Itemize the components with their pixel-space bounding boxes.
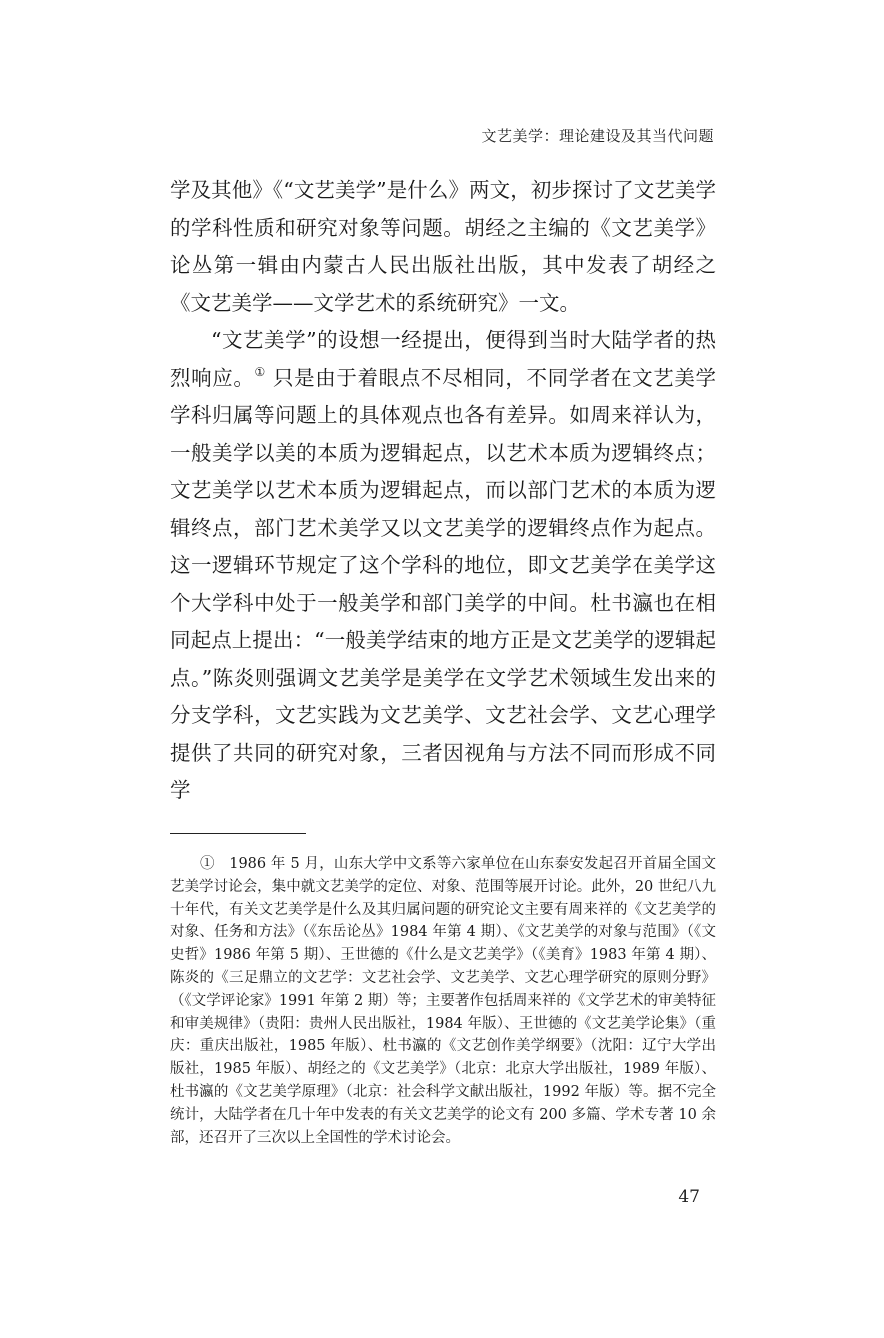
body-text xyxy=(170,172,716,810)
footnote xyxy=(170,853,716,1149)
footnote-divider xyxy=(170,833,306,834)
paragraph-text: “文艺美学”的设想一经提出，便得到当时大陆学者的热烈响应。 xyxy=(170,328,716,390)
footnote-text: 1986 年 5 月，山东大学中文系等六家单位在山东泰安发起召开首届全国文艺美学讨论会，集中就文艺美学的定位、对象、范围等展开讨论。此外，20 世纪八九十年代，有关文艺美学是什么及其归属问题的研究论文主要有周来祥的《文艺美学的对象、任务和方法》（《东岳论丛》1984 年第 4 期）、《文艺美学的对象与范围》（《文史哲》1986 年第 5 期）、王世德的《什么是文艺美学》（《美育》1983 年第 4 期）、陈炎的《三足鼎立的文艺学：文艺社会学、文艺美学、文艺心理学研究的原则分野》（《文学评论家》1991 年第 2 期）等；主要著作包括周来祥的《文学艺术的审美特征和审美规律》（贵阳：贵州人民出版社，1984 年版）、王世德的《文艺美学论集》（重庆：重庆出版社，1985 年版）、杜书瀛的《文艺创作美学纲要》（沈阳：辽宁大学出版社，1985 年版）、胡经之的《文艺美学》（北京：北京大学出版社，1989 年版）、杜书瀛的《文艺美学原理》（北京：社会科学文献出版社，1992 年版）等。据不完全统计，大陆学者在几十年中发表的有关文艺美学的论文有 200 多篇、学术专著 10 余部，还召开了三次以上全国性的学术讨论会。 xyxy=(170,856,717,1146)
footnote-marker: ① xyxy=(200,856,215,872)
paragraph: 学及其他》《“文艺美学”是什么》两文，初步探讨了文艺美学的学科性质和研究对象等问题。胡经之主编的《文艺美学》论丛第一辑由内蒙古人民出版社出版，其中发表了胡经之《文艺美学——文学艺术的系统研究》一文。 xyxy=(170,178,716,315)
paragraph-text: 只是由于着眼点不尽相同，不同学者在文艺美学学科归属等问题上的具体观点也各有差异。如周来祥认为，一般美学以美的本质为逻辑起点，以艺术本质为逻辑终点；文艺美学以艺术本质为逻辑起点，而以部门艺术的本质为逻辑终点，部门艺术美学又以文艺美学的逻辑终点作为起点。这一逻辑环节规定了这个学科的地位，即文艺美学在美学这个大学科中处于一般美学和部门美学的中间。杜书瀛也在相同起点上提出：“一般美学结束的地方正是文艺美学的逻辑起点。”陈炎则强调文艺美学是美学在文学艺术领域生发出来的分支学科，文艺实践为文艺美学、文艺社会学、文艺心理学提供了共同的研究对象，三者因视角与方法不同而形成不同学 xyxy=(170,365,717,802)
page-number: 47 xyxy=(678,1187,700,1207)
footnote-reference[interactable]: ① xyxy=(254,364,266,379)
paragraph xyxy=(170,322,716,810)
running-head: 文艺美学：理论建设及其当代问题 xyxy=(481,127,714,145)
